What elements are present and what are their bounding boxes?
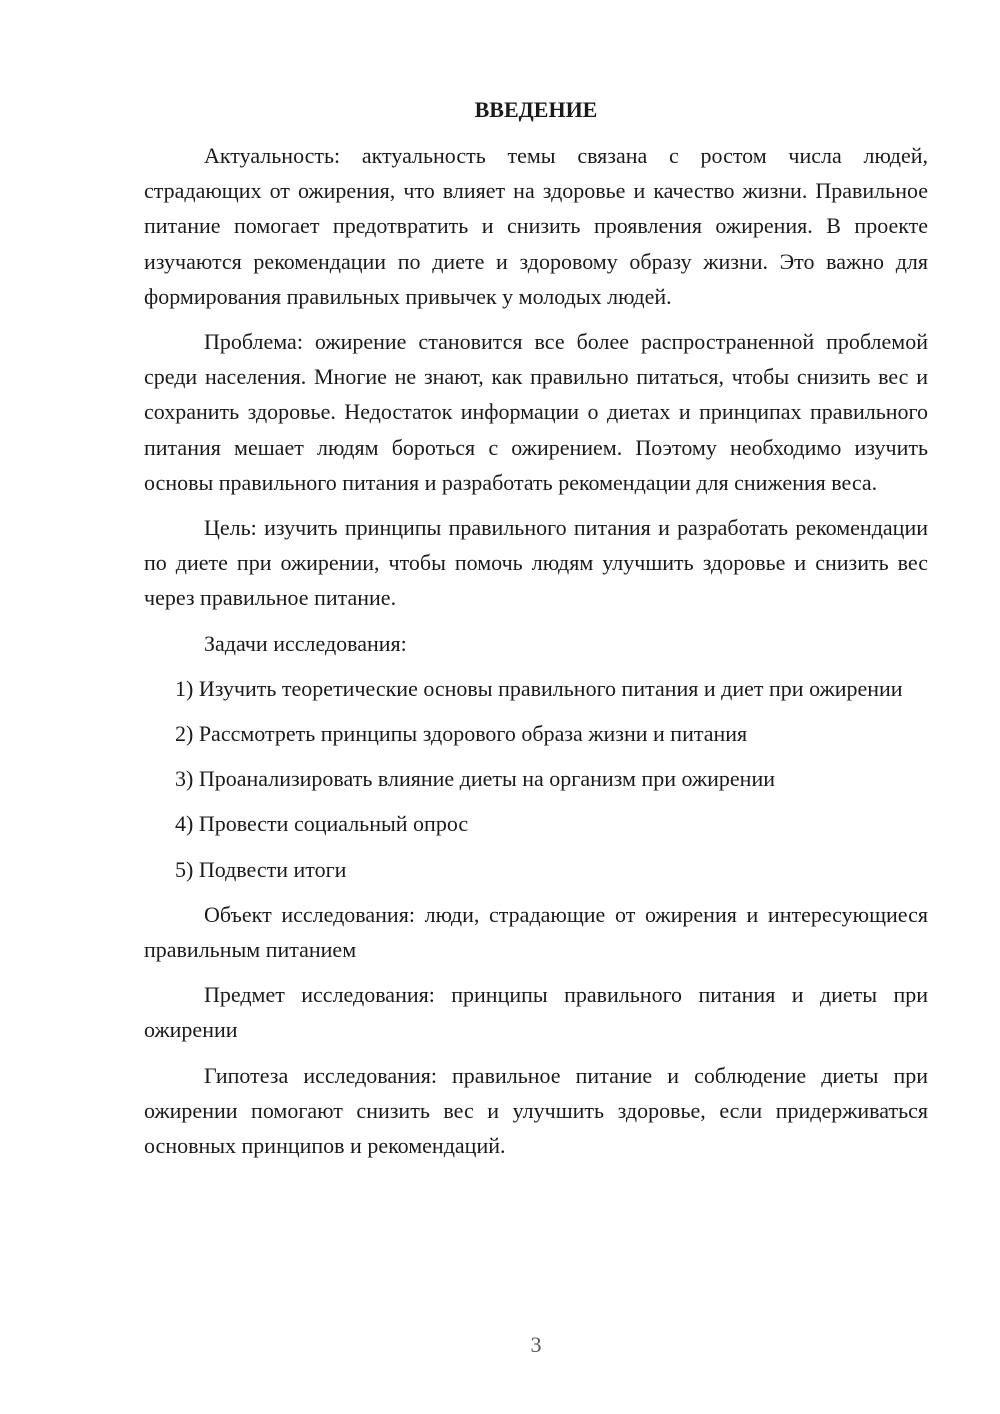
- page-body: [144, 92, 928, 1173]
- task-item-2: 2) Рассмотреть принципы здорового образа жизни и питания: [175, 721, 748, 747]
- page-title: ВВЕДЕНИЕ: [474, 97, 598, 122]
- task-item-4: 4) Провести социальный опрос: [175, 811, 469, 837]
- problem-paragraph: Проблема: ожирение становится все более распространенной проблемой среди населения. Многие не знают, как правильно питаться, чтобы снизить вес и сохранить здоровье. Недостаток информации о диетах и принципах правильного питания мешает людям бороться с ожирением. Поэтому необходимо изучить основы правильного питания и разработать рекомендации для снижения веса.: [144, 329, 928, 495]
- task-item-5: 5) Подвести итоги: [175, 856, 347, 882]
- object-paragraph: Объект исследования: люди, страдающие от ожирения и интересующиеся правильным питанием: [144, 901, 928, 963]
- relevance-paragraph: Актуальность: актуальность темы связана с ростом числа людей, страдающих от ожирения, что влияет на здоровье и качество жизни. Правильное питание помогает предотвратить и снизить проявления ожирения. В проекте изучаются рекомендации по диете и здоровому образу жизни. Это важно для формирования правильных привычек у молодых людей.: [144, 143, 928, 309]
- task-item-1: 1) Изучить теоретические основы правильного питания и диет при ожирении: [175, 675, 903, 701]
- subject-paragraph: Предмет исследования: принципы правильного питания и диеты при ожирении: [144, 982, 928, 1043]
- tasks-heading: Задачи исследования:: [204, 630, 407, 656]
- page-number: 3: [530, 1332, 542, 1357]
- hypothesis-paragraph: Гипотеза исследования: правильное питание и соблюдение диеты при ожирении помогают снизить вес и улучшить здоровье, если придерживаться основных принципов и рекомендаций.: [144, 1062, 928, 1159]
- goal-paragraph: Цель: изучить принципы правильного питания и разработать рекомендации по диете при ожирении, чтобы помочь людям улучшить здоровье и снизить вес через правильное питание.: [144, 515, 928, 611]
- task-item-3: 3) Проанализировать влияние диеты на организм при ожирении: [175, 766, 776, 792]
